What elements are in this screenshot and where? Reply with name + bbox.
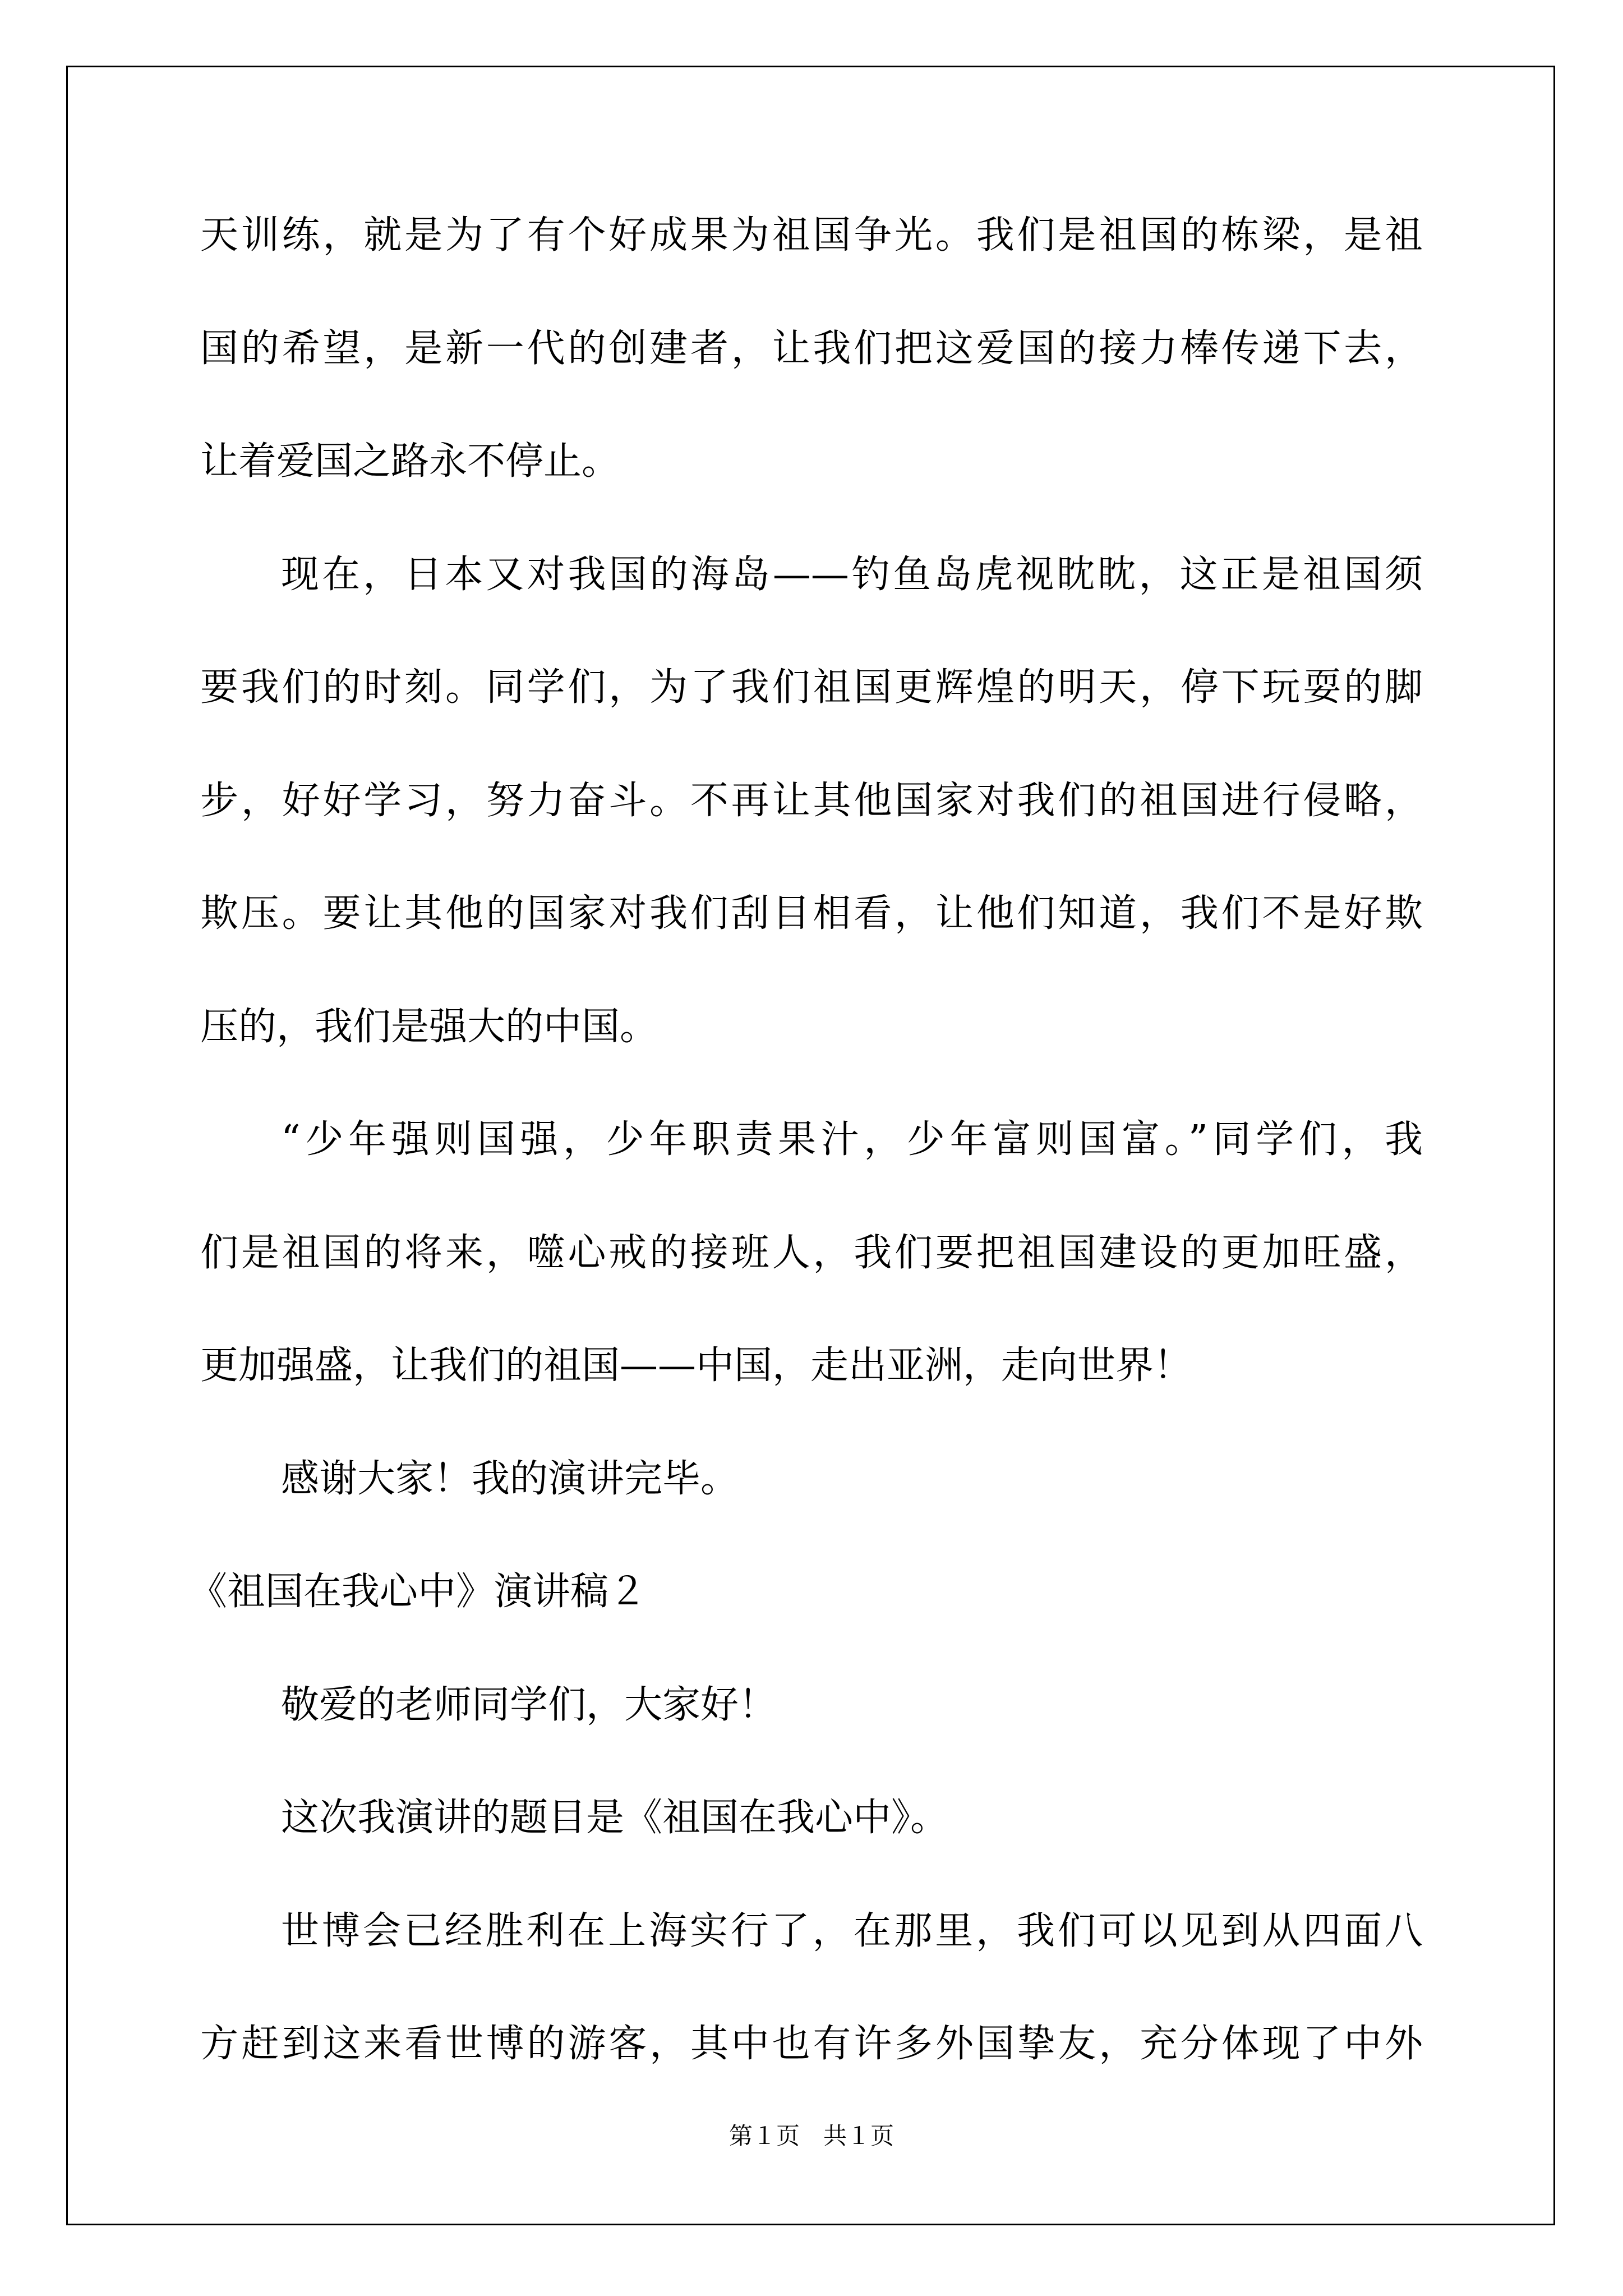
body-line: 敬爱的老师同学们，大家好！ <box>281 1682 777 1727</box>
section-heading: 《祖国在我心中》演讲稿２ <box>189 1570 647 1614</box>
body-line: 世博会已经胜利在上海实行了，在那里，我们可以见到从四面八 <box>281 1908 1423 1953</box>
body-line: 步，好好学习，努力奋斗。不再让其他国家对我们的祖国进行侵略， <box>200 778 1423 823</box>
body-line: 方赶到这来看世博的游客，其中也有许多外国挚友，充分体现了中外 <box>200 2022 1423 2066</box>
body-line: 欺压。要让其他的国家对我们刮目相看，让他们知道，我们不是好欺 <box>200 891 1423 936</box>
body-line: 天训练，就是为了有个好成果为祖国争光。我们是祖国的栋梁，是祖 <box>200 213 1423 257</box>
body-line: 让着爱国之路永不停止。 <box>200 439 620 484</box>
body-line: 们是祖国的将来，噬心戒的接班人，我们要把祖国建设的更加旺盛， <box>200 1230 1423 1275</box>
body-line: 更加强盛，让我们的祖国——中国，走出亚洲，走向世界！ <box>200 1343 1192 1388</box>
body-line: 国的希望，是新一代的创建者，让我们把这爱国的接力棒传递下去， <box>200 326 1423 371</box>
body-line: 要我们的时刻。同学们，为了我们祖国更辉煌的明天，停下玩耍的脚 <box>200 665 1423 710</box>
body-line: 感谢大家！我的演讲完毕。 <box>281 1456 739 1501</box>
body-line: 这次我演讲的题目是《祖国在我心中》。 <box>281 1796 949 1840</box>
document-body <box>189 210 1423 2132</box>
body-line: 压的，我们是强大的中国。 <box>200 1004 658 1049</box>
page-number: 第１页 共１页 <box>728 2122 894 2150</box>
body-line: “少年强则国强，少年职责果汁，少年富则国富。”同学们，我 <box>281 1117 1423 1162</box>
body-line: 现在，日本又对我国的海岛——钓鱼岛虎视眈眈，这正是祖国须 <box>281 552 1423 597</box>
